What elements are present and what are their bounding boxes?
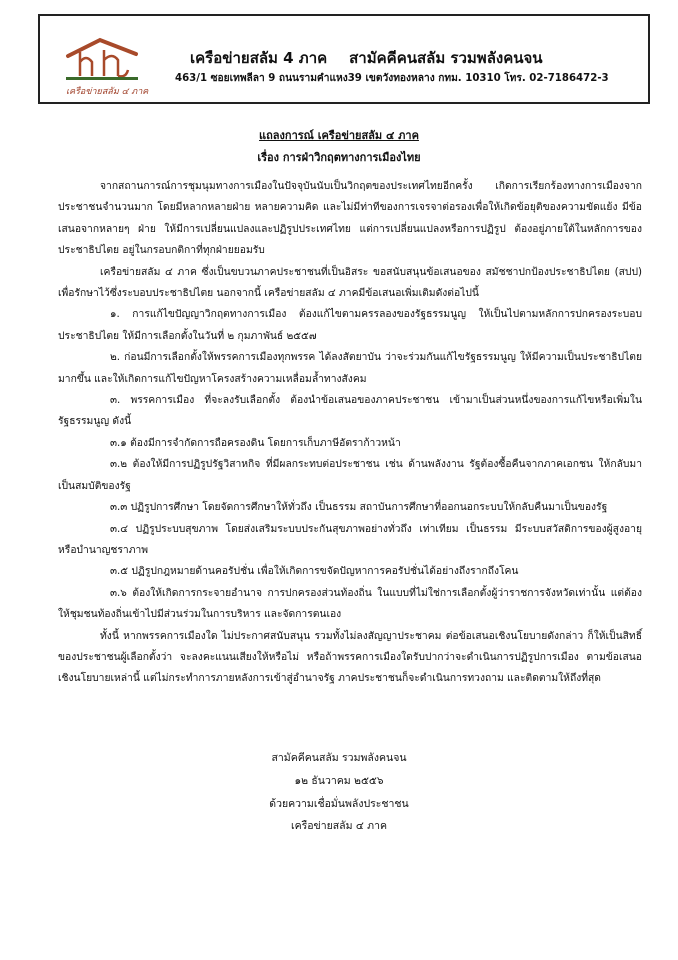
- paragraph: ๓.๖ ต้องให้เกิดการกระจายอำนาจ การปกครองส่วนท้องถิ่น ในแบบที่ไม่ใช่การเลือกตั้งผู้ว่าราชการจังหวัดเท่านั้น แต่ต้องให้ชุมชนท้องถิ่นเข้าไปมีส่วนร่วมในการบริหาร และจัดการตนเอง: [58, 586, 642, 621]
- paragraph: เครือข่ายสลัม ๔ ภาค ซึ่งเป็นขบวนภาคประชาชนที่เป็นอิสระ ขอสนับสนุนข้อเสนอของ สมัชชาปกป้องประชาธิปไตย (สปป) เพื่อรักษาไว้ซึ่งระบอบประชาธิปไตย นอกจากนี้ เครือข่ายสลัม ๔ ภาคมีข้อเสนอเพิ่มเติมดังต่อไปนี้: [58, 265, 642, 300]
- signature-slogan: สามัคคีคนสลัม รวมพลังคนจน: [271, 752, 407, 764]
- paragraph: ๓.๕ ปฏิรูปกฎหมายด้านคอรัปชั่น เพื่อให้เกิดการขจัดปัญหาการคอรัปชั่นได้อย่างถึงรากถึงโคน: [110, 565, 519, 578]
- signature-organization: เครือข่ายสลัม ๔ ภาค: [290, 820, 387, 833]
- paragraph: ๓.๓ ปฏิรูปการศึกษา โดยจัดการศึกษาให้ทั่วถึง เป็นธรรม สถาบันการศึกษาที่ออกนอกระบบให้กลับคืนมาเป็นของรัฐ: [110, 501, 608, 514]
- signature-date: ๑๒ ธันวาคม ๒๕๕๖: [294, 774, 384, 787]
- signature-closing: ด้วยความเชื่อมั่นพลังประชาชน: [269, 797, 409, 810]
- organization-name: [190, 46, 543, 70]
- letterhead: [38, 14, 650, 104]
- statement-title: แถลงการณ์ เครือข่ายสลัม ๔ ภาค: [259, 129, 419, 142]
- paragraph: ๓.๔ ปฏิรูประบบสุขภาพ โดยส่งเสริมระบบประกันสุขภาพอย่างทั่วถึง เท่าเทียม เป็นธรรม มีระบบสวัสดิการของผู้สูงอายุ หรือบำนาญชราภาพ: [58, 522, 642, 556]
- signature-block: [0, 747, 678, 838]
- paragraph: ทั้งนี้ หากพรรคการเมืองใด ไม่ประกาศสนับสนุน รวมทั้งไม่ลงสัญญาประชาคม ต่อข้อเสนอเชิงนโยบายดังกล่าว ก็ให้เป็นสิทธิ์ของประชาชนผู้เลือกตั้งว่า จะลงคะแนนเสียงให้หรือไม่ หรือถ้าพรรคการเมืองใดรับปากว่าจะดำเนินการปฏิรูปการเมือง ตามข้อเสนอเชิงนโยบายเหล่านี้ แต่ไม่กระทำการภายหลังการเข้าสู่อำนาจรัฐ ภาคประชาชนก็จะดำเนินการทวงถาม และติดตามให้ถึงที่สุด: [58, 629, 642, 685]
- org-name-slogan: สามัคคีคนสลัม รวมพลังคนจน: [349, 49, 543, 67]
- organization-address: 463/1 ซอยเทพลีลา 9 ถนนรามคำแหง39 เขตวังทองหลาง กทม. 10310 โทร. 02-7186472-3: [175, 73, 609, 84]
- organization-logo: [62, 36, 149, 98]
- paragraph: ๓.๒ ต้องให้มีการปฏิรูปรัฐวิสาหกิจ ที่มีผลกระทบต่อประชาชน เช่น ด้านพลังงาน รัฐต้องซื้อคืนจากภาคเอกชน ให้กลับมาเป็นสมบัติของรัฐ: [58, 458, 642, 492]
- org-name-primary: เครือข่ายสลัม 4 ภาค: [190, 49, 328, 67]
- paragraph: ๓. พรรคการเมือง ที่จะลงรับเลือกตั้ง ต้องนำข้อเสนอของภาคประชาชน เข้ามาเป็นส่วนหนึ่งของการแก้ไขหรือเพิ่มในรัฐธรรมนูญ ดังนี้: [58, 394, 642, 428]
- paragraph: ๑. การแก้ไขปัญญาวิกฤตทางการเมือง ต้องแก้ไขตามครรลองของรัฐธรรมนูญ ให้เป็นไปตามหลักการปกครองระบอบประชาธิปไตย ให้มีการเลือกตั้งในวันที่ ๒ กุมภาพันธ์ ๒๕๕๗: [58, 308, 642, 342]
- house-icon: [62, 36, 142, 82]
- logo-caption: เครือข่ายสลัม ๔ ภาค: [66, 87, 149, 97]
- paragraph: จากสถานการณ์การชุมนุมทางการเมืองในปัจจุบันนับเป็นวิกฤตของประเทศไทยอีกครั้ง เกิดการเรียกร้องทางการเมืองจากประชาชนจำนวนมาก โดยมีหลากหลายฝ่าย หลายความคิด และไม่มีท่าทีของการเจรจาต่อรองเพื่อให้เกิดข้อยุติของความขัดแย้ง มีข้อเสนอจากหลายๆ ฝ่าย ให้มีการเปลี่ยนแปลงและปฏิรูปประเทศไทย แต่การเปลี่ยนแปลงหรือการปฏิรูป ต้องอยู่ภายใต้ในหลักการของประชาธิปไตย อยู่ในกรอบกติกาที่ทุกฝ่ายยอมรับ: [58, 180, 642, 257]
- paragraph: ๒. ก่อนมีการเลือกตั้งให้พรรคการเมืองทุกพรรค ได้ลงสัตยาบัน ว่าจะร่วมกันแก้ไขรัฐธรรมนูญ ให้มีความเป็นประชาธิปไตยมากขึ้น และให้เกิดการแก้ไขปัญหาโครงสร้างความเหลื่อมล้ำทางสังคม: [58, 351, 642, 385]
- statement-body: [58, 176, 642, 690]
- statement-subject: เรื่อง การฝ่าวิกฤตทางการเมืองไทย: [257, 151, 421, 164]
- paragraph: ๓.๑ ต้องมีการจำกัดการถือครองดิน โดยการเก็บภาษีอัตราก้าวหน้า: [110, 436, 401, 449]
